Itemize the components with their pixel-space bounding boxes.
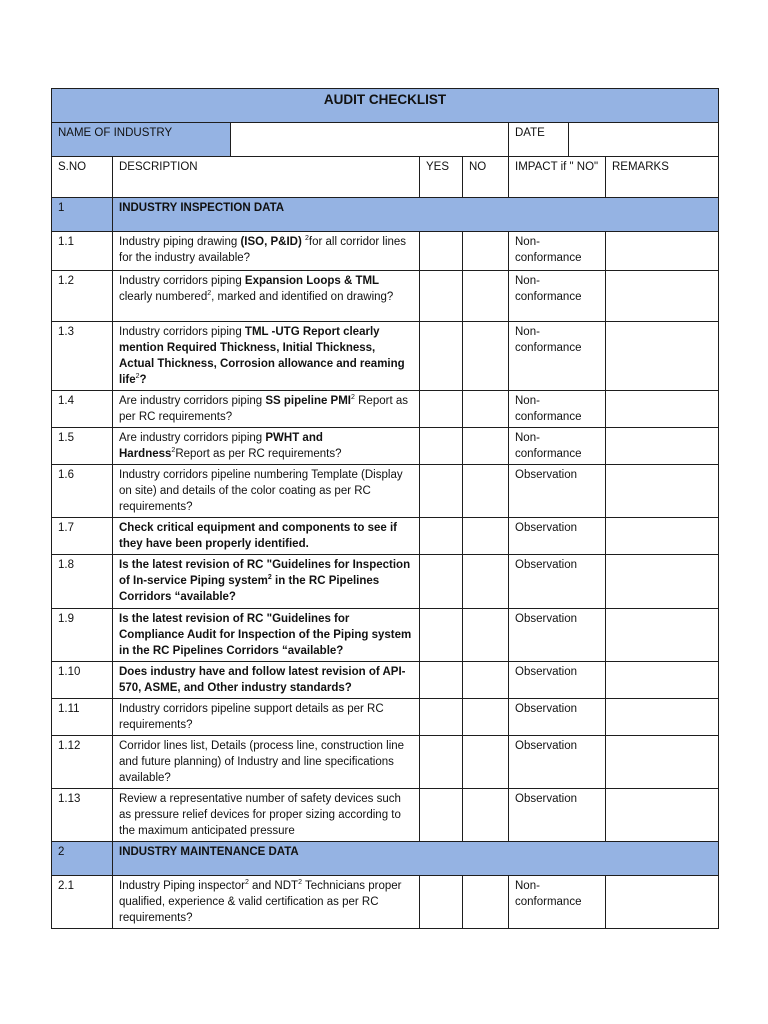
remarks-cell[interactable] [606, 428, 719, 465]
impact-cell: Observation [509, 609, 606, 662]
row-description: Check critical equipment and components to see if they have been properly identified. [113, 518, 420, 555]
no-cell[interactable] [463, 662, 509, 699]
yes-cell[interactable] [420, 322, 463, 391]
row-number: 2.1 [52, 876, 113, 929]
yes-cell[interactable] [420, 609, 463, 662]
impact-cell: Non-conformance [509, 391, 606, 428]
remarks-cell[interactable] [606, 271, 719, 322]
yes-cell[interactable] [420, 662, 463, 699]
row-description: Is the latest revision of RC "Guidelines for Compliance Audit for Inspection of the Piping system in the RC Pipelines Corridors “available? [113, 609, 420, 662]
no-cell[interactable] [463, 876, 509, 929]
no-cell[interactable] [463, 518, 509, 555]
industry-label: NAME OF INDUSTRY [58, 127, 173, 139]
no-cell[interactable] [463, 428, 509, 465]
impact-cell: Non-conformance [509, 876, 606, 929]
yes-cell[interactable] [420, 271, 463, 322]
table-row [52, 789, 719, 842]
section-number: 2 [52, 842, 113, 876]
no-cell[interactable] [463, 789, 509, 842]
row-number: 1.1 [52, 232, 113, 271]
impact-cell: Observation [509, 699, 606, 736]
yes-cell[interactable] [420, 699, 463, 736]
impact-cell: Non-conformance [509, 271, 606, 322]
no-cell[interactable] [463, 232, 509, 271]
row-description: Is the latest revision of RC "Guidelines for Inspection of In-service Piping system$^2$ in the RC Pipelines Corridors “available? [113, 555, 420, 609]
row-number: 1.12 [52, 736, 113, 789]
header-no: NO [463, 157, 509, 198]
row-description: Industry corridors piping Expansion Loops & TML clearly numbered$^2$, marked and identified on drawing? [113, 271, 420, 322]
header-sno: S.NO [52, 157, 113, 198]
row-description: Review a representative number of safety devices such as pressure relief devices for proper sizing according to the maximum anticipated pressure [113, 789, 420, 842]
table-row [52, 609, 719, 662]
impact-cell: Observation [509, 555, 606, 609]
remarks-cell[interactable] [606, 465, 719, 518]
table-row [52, 391, 719, 428]
yes-cell[interactable] [420, 391, 463, 428]
remarks-cell[interactable] [606, 555, 719, 609]
checklist-title: AUDIT CHECKLIST [323, 92, 447, 107]
impact-cell: Observation [509, 518, 606, 555]
yes-cell[interactable] [420, 789, 463, 842]
row-description: Industry Piping inspector$^2$ and NDT$^2$ Technicians proper qualified, experience & valid certification as per RC requirements? [113, 876, 420, 929]
row-description: Industry corridors pipeline support details as per RC requirements? [113, 699, 420, 736]
table-row [52, 555, 719, 609]
header-description: DESCRIPTION [113, 157, 420, 198]
yes-cell[interactable] [420, 518, 463, 555]
remarks-cell[interactable] [606, 322, 719, 391]
row-description: Industry piping drawing (ISO, P&ID) $^2$for all corridor lines for the industry available? [113, 232, 420, 271]
row-number: 1.8 [52, 555, 113, 609]
table-row [52, 428, 719, 465]
yes-cell[interactable] [420, 876, 463, 929]
header-yes: YES [420, 157, 463, 198]
header-remarks: REMARKS [606, 157, 719, 198]
row-number: 1.7 [52, 518, 113, 555]
table-row [52, 876, 719, 929]
date-label-cell [509, 123, 569, 157]
yes-cell[interactable] [420, 232, 463, 271]
no-cell[interactable] [463, 555, 509, 609]
section-number: 1 [52, 198, 113, 232]
row-number: 1.4 [52, 391, 113, 428]
remarks-cell[interactable] [606, 518, 719, 555]
table-row [52, 465, 719, 518]
table-row [52, 232, 719, 271]
row-description: Are industry corridors piping PWHT and Hardness$^2$Report as per RC requirements? [113, 428, 420, 465]
remarks-cell[interactable] [606, 736, 719, 789]
audit-checklist-table [51, 88, 719, 929]
section-title: INDUSTRY MAINTENANCE DATA [113, 842, 719, 876]
row-description: Does industry have and follow latest revision of API-570, ASME, and Other industry standards? [113, 662, 420, 699]
no-cell[interactable] [463, 736, 509, 789]
remarks-cell[interactable] [606, 609, 719, 662]
no-cell[interactable] [463, 271, 509, 322]
row-number: 1.5 [52, 428, 113, 465]
row-number: 1.10 [52, 662, 113, 699]
table-row [52, 662, 719, 699]
remarks-cell[interactable] [606, 232, 719, 271]
section-row [52, 842, 719, 876]
industry-label-cell [52, 123, 231, 157]
remarks-cell[interactable] [606, 662, 719, 699]
date-label: DATE [515, 127, 545, 139]
no-cell[interactable] [463, 322, 509, 391]
section-row [52, 198, 719, 232]
row-number: 1.9 [52, 609, 113, 662]
table-row [52, 271, 719, 322]
table-row [52, 322, 719, 391]
remarks-cell[interactable] [606, 699, 719, 736]
remarks-cell[interactable] [606, 391, 719, 428]
row-number: 1.11 [52, 699, 113, 736]
table-row [52, 736, 719, 789]
yes-cell[interactable] [420, 465, 463, 518]
impact-cell: Observation [509, 662, 606, 699]
header-impact: IMPACT if " NO" [509, 157, 606, 198]
remarks-cell[interactable] [606, 876, 719, 929]
impact-cell: Non-conformance [509, 232, 606, 271]
impact-cell: Non-conformance [509, 428, 606, 465]
impact-cell: Observation [509, 465, 606, 518]
row-number: 1.3 [52, 322, 113, 391]
table-row [52, 699, 719, 736]
yes-cell[interactable] [420, 428, 463, 465]
industry-field[interactable] [231, 123, 509, 157]
remarks-cell[interactable] [606, 789, 719, 842]
no-cell[interactable] [463, 391, 509, 428]
no-cell[interactable] [463, 465, 509, 518]
impact-cell: Non-conformance [509, 322, 606, 391]
impact-cell: Observation [509, 736, 606, 789]
row-description: Are industry corridors piping SS pipeline PMI$^2$ Report as per RC requirements? [113, 391, 420, 428]
row-description: Industry corridors piping TML -UTG Report clearly mention Required Thickness, Initial Thickness, Actual Thickness, Corrosion allowance and reaming life$^2$? [113, 322, 420, 391]
row-description: Industry corridors pipeline numbering Template (Display on site) and details of the color coating as per RC requirements? [113, 465, 420, 518]
impact-cell: Observation [509, 789, 606, 842]
yes-cell[interactable] [420, 555, 463, 609]
section-title: INDUSTRY INSPECTION DATA [113, 198, 719, 232]
table-row [52, 518, 719, 555]
no-cell[interactable] [463, 609, 509, 662]
title-cell [52, 89, 719, 123]
row-number: 1.2 [52, 271, 113, 322]
date-field[interactable] [569, 123, 719, 157]
row-number: 1.13 [52, 789, 113, 842]
yes-cell[interactable] [420, 736, 463, 789]
row-number: 1.6 [52, 465, 113, 518]
row-description: Corridor lines list, Details (process line, construction line and future planning) of Industry and line specifications available? [113, 736, 420, 789]
no-cell[interactable] [463, 699, 509, 736]
